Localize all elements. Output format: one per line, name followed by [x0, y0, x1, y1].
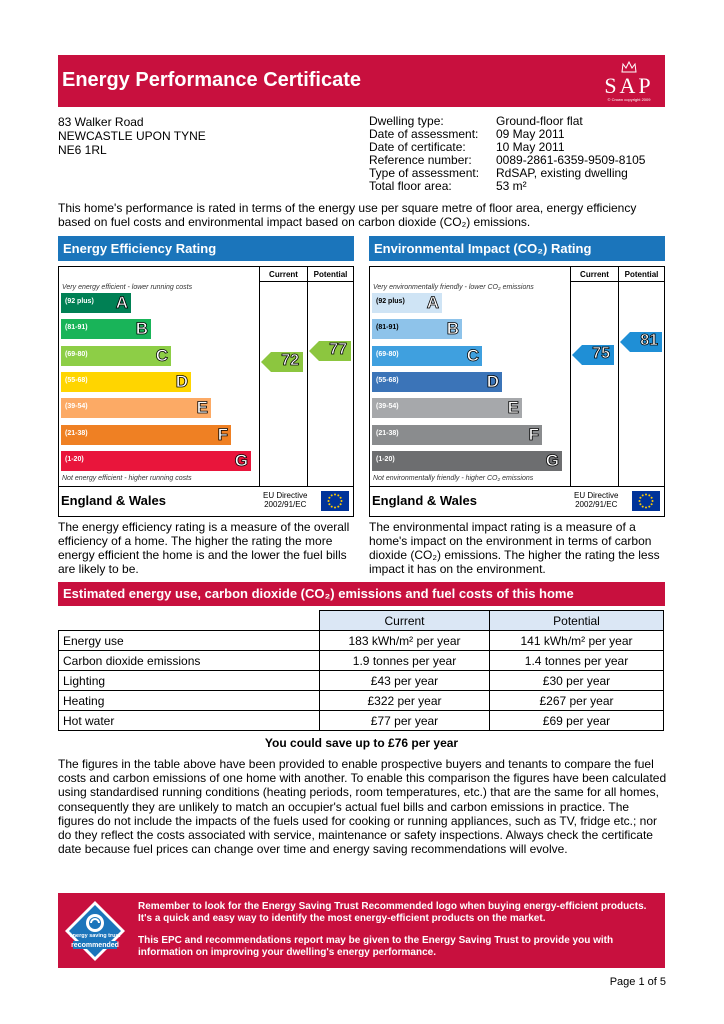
potential-value: £267 per year	[490, 691, 664, 711]
band-letter: C	[155, 345, 168, 365]
environmental-rating-chart	[369, 266, 665, 517]
top-note: Very environmentally friendly - lower CO₂ emissions	[373, 284, 534, 291]
detail-value: 10 May 2011	[496, 140, 565, 154]
region-label: England & Wales	[61, 493, 166, 508]
dwelling-details	[369, 115, 645, 193]
detail-value: RdSAP, existing dwelling	[496, 166, 628, 180]
table-header-blank	[59, 611, 320, 631]
rating-band-g	[372, 451, 562, 471]
certificate-header	[58, 55, 665, 107]
band-letter: E	[507, 398, 519, 418]
environmental-impact-description: The environmental impact rating is a measure of a home's impact on the environment in terms of carbon dioxide (CO₂) emissions. The higher the rating the less impact it has on the environment.	[369, 520, 660, 576]
potential-rating-value: 77	[329, 340, 347, 358]
column-divider	[618, 282, 619, 486]
row-label: Energy use	[59, 631, 320, 651]
bottom-note: Not energy efficient - higher running costs	[62, 475, 192, 482]
current-rating-value: 75	[592, 345, 610, 363]
savings-text: You could save up to £76 per year	[264, 736, 459, 750]
table-row	[59, 671, 664, 691]
detail-value: 0089-2861-6359-9509-8105	[496, 153, 646, 167]
current-value: £43 per year	[320, 671, 490, 691]
detail-value: 53 m²	[496, 179, 527, 193]
band-range: (81-91)	[376, 324, 399, 332]
table-row	[59, 631, 664, 651]
band-range: (21-38)	[65, 429, 88, 437]
address-postcode: NE6 1RL	[58, 143, 107, 157]
page-number: Page 1 of 5	[609, 976, 666, 988]
detail-label: Date of assessment:	[369, 127, 479, 141]
rating-band-e	[372, 398, 522, 418]
rating-band-c	[372, 346, 482, 366]
divider	[59, 486, 353, 487]
costs-table	[58, 610, 664, 731]
potential-value: 141 kWh/m² per year	[490, 631, 664, 651]
band-range: (92 plus)	[65, 298, 94, 305]
potential-rating-arrow	[620, 332, 662, 352]
band-letter: C	[466, 345, 479, 365]
rating-band-b	[372, 319, 462, 339]
eu-directive	[574, 491, 618, 509]
eu-directive-line: EU Directive	[574, 491, 619, 500]
band-range: (1-20)	[376, 455, 395, 463]
potential-column-header: Potential	[618, 267, 664, 282]
current-rating-arrow	[261, 352, 303, 372]
address-line: 83 Walker Road	[58, 115, 144, 129]
top-note: Very energy efficient - lower running costs	[62, 284, 193, 291]
potential-rating-arrow	[309, 341, 351, 361]
row-label: Lighting	[59, 671, 320, 691]
potential-value: £30 per year	[490, 671, 664, 691]
detail-label: Reference number:	[369, 153, 472, 167]
current-column-header: Current	[259, 267, 307, 282]
potential-value: 1.4 tonnes per year	[490, 651, 664, 671]
divider	[370, 486, 664, 487]
band-letter: E	[196, 398, 208, 418]
current-value: 183 kWh/m² per year	[320, 631, 490, 651]
sap-logo	[601, 61, 657, 102]
rating-band-e	[61, 398, 211, 418]
eu-directive	[263, 491, 307, 509]
rating-band-g	[61, 451, 251, 471]
table-row	[59, 711, 664, 731]
costs-section	[58, 582, 665, 731]
band-letter: G	[234, 450, 248, 470]
footer-text-recommended: Remember to look for the Energy Saving Trust Recommended logo when buying energy-efficient products. It's a quick and easy way to identify the most energy-efficient products on the market.	[138, 901, 647, 924]
energy-saving-trust-logo	[63, 899, 127, 963]
bottom-note: Not environmentally friendly - higher CO₂ emissions	[373, 475, 534, 482]
eu-flag-icon	[321, 491, 349, 511]
energy-efficiency-title: Energy Efficiency Rating	[58, 236, 354, 261]
band-range: (39-54)	[376, 403, 399, 411]
current-value: £322 per year	[320, 691, 490, 711]
rating-band-d	[372, 372, 502, 392]
costs-title: Estimated energy use, carbon dioxide (CO₂) emissions and fuel costs of this home	[58, 582, 665, 606]
energy-rating-chart	[58, 266, 354, 517]
band-letter: D	[175, 371, 188, 391]
eu-flag-icon	[632, 491, 660, 511]
sap-copyright: © Crown copyright 2009	[607, 97, 651, 102]
current-column-header: Current	[570, 267, 618, 282]
band-letter: D	[486, 371, 499, 391]
band-letter: G	[545, 450, 559, 470]
environmental-impact-title: Environmental Impact (CO₂) Rating	[369, 236, 665, 261]
detail-value: Ground-floor flat	[496, 114, 583, 128]
logo-bottom-text: recommended	[71, 942, 119, 949]
property-address	[58, 115, 206, 157]
band-letter: B	[446, 319, 459, 339]
table-header-row	[59, 611, 664, 631]
band-range: (69-80)	[65, 350, 88, 358]
footer-banner	[58, 893, 665, 968]
band-range: (1-20)	[65, 455, 84, 463]
rating-band-b	[61, 319, 151, 339]
address-line: NEWCASTLE UPON TYNE	[58, 129, 206, 143]
band-range: (55-68)	[65, 376, 88, 384]
explanation-text: The figures in the table above have been provided to enable prospective buyers and tenants to compare the fuel costs and carbon emissions of one home with another. To enable this comparison the figures have been calculated using standardised running conditions (heating periods, room temperatures, etc.) that are the same for all homes, consequently they are unlikely to match an occupier's actual fuel bills and carbon emissions in practice. The figures do not include the impacts of the fuels used for cooking or running appliances, such as TV, fridge etc.; nor do they reflect the costs associated with service, maintenance or safety inspections. Always check the certificate date because fuel prices can change over time and energy saving recommendations will evolve.	[58, 757, 667, 857]
energy-efficiency-panel	[58, 236, 354, 576]
detail-value: 09 May 2011	[496, 127, 565, 141]
column-divider	[307, 282, 308, 486]
region-label: England & Wales	[372, 493, 477, 508]
band-letter: B	[135, 319, 148, 339]
row-label: Carbon dioxide emissions	[59, 651, 320, 671]
intro-text: This home's performance is rated in terms of the energy use per square metre of floor area, energy efficiency based on fuel costs and environmental impact based on carbon dioxide (CO₂) emissions.	[58, 201, 637, 229]
band-range: (81-91)	[65, 324, 88, 332]
band-letter: F	[217, 424, 228, 444]
table-row	[59, 651, 664, 671]
rating-band-d	[61, 372, 191, 392]
band-range: (69-80)	[376, 350, 399, 358]
band-range: (39-54)	[65, 403, 88, 411]
band-letter: F	[528, 424, 539, 444]
footer-text-epc: This EPC and recommendations report may be given to the Energy Saving Trust to provide you with information on improving your dwelling's energy performance.	[138, 935, 614, 958]
potential-column-header: Potential	[307, 267, 353, 282]
column-divider	[570, 282, 571, 486]
rating-band-a	[61, 293, 131, 313]
rating-band-f	[372, 425, 542, 445]
table-header-current: Current	[320, 611, 490, 631]
current-rating-value: 72	[281, 351, 299, 369]
sap-logo-text: SAP	[604, 73, 654, 98]
eu-directive-number: 2002/91/EC	[264, 500, 307, 509]
detail-label: Date of certificate:	[369, 140, 466, 154]
band-range: (55-68)	[376, 376, 399, 384]
table-row	[59, 691, 664, 711]
crown-icon	[621, 61, 637, 73]
band-range: (92 plus)	[376, 298, 405, 305]
eu-directive-line: EU Directive	[263, 491, 308, 500]
row-label: Heating	[59, 691, 320, 711]
energy-efficiency-description: The energy efficiency rating is a measure of the overall efficiency of a home. The higher the rating the more energy efficient the home is and the lower the fuel bills are likely to be.	[58, 520, 350, 576]
current-rating-arrow	[572, 345, 614, 365]
table-header-potential: Potential	[490, 611, 664, 631]
detail-row	[369, 180, 645, 193]
detail-label: Total floor area:	[369, 179, 452, 193]
rating-band-f	[61, 425, 231, 445]
logo-top-text: energy saving trust	[69, 933, 121, 939]
environmental-impact-panel	[369, 236, 665, 576]
band-letter: A	[115, 293, 128, 312]
column-divider	[259, 282, 260, 486]
potential-rating-value: 81	[640, 332, 658, 350]
rating-band-c	[61, 346, 171, 366]
detail-label: Type of assessment:	[369, 166, 480, 180]
current-value: 1.9 tonnes per year	[320, 651, 490, 671]
certificate-title: Energy Performance Certificate	[62, 69, 362, 91]
row-label: Hot water	[59, 711, 320, 731]
band-letter: A	[426, 293, 439, 312]
current-value: £77 per year	[320, 711, 490, 731]
eu-directive-number: 2002/91/EC	[575, 500, 618, 509]
potential-value: £69 per year	[490, 711, 664, 731]
band-range: (21-38)	[376, 429, 399, 437]
detail-label: Dwelling type:	[369, 114, 444, 128]
rating-band-a	[372, 293, 442, 313]
